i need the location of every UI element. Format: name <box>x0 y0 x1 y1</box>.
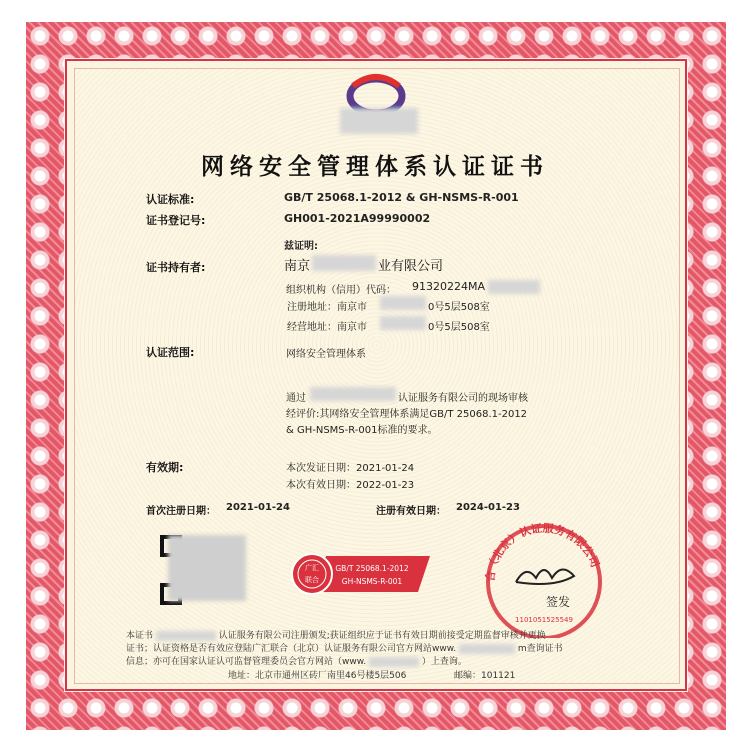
statement-start: 通过 <box>286 393 306 404</box>
mark-standard-line-2: GH-NSMS-R-001 <box>341 577 403 586</box>
validity-label: 有效期: <box>146 461 184 474</box>
first-registration-value: 2021-01-24 <box>226 502 290 513</box>
mark-standard-line-1: GB/T 25068.1-2012 <box>335 564 409 573</box>
footer-line-3 <box>126 654 467 667</box>
org-code-value: 91320224MA <box>412 280 486 293</box>
accreditation-mark <box>290 552 430 596</box>
redacted-operating-address <box>380 316 426 330</box>
registration-valid-label: 注册有效日期： <box>376 506 446 517</box>
footer-postcode: 邮编：101121 <box>454 671 516 681</box>
redacted-footer-org <box>156 631 216 641</box>
standard-label: 认证标准: <box>146 193 195 206</box>
footer-line-1-end: 认证服务有限公司注册颁发;获证组织应于证书有效日期前接受定期监督审核并更换 <box>218 631 546 641</box>
scope-value: 网络安全管理体系 <box>286 349 366 360</box>
statement-line-2: 经评价:其网络安全管理体系满足GB/T 25068.1-2012 <box>286 409 528 420</box>
holder-name-end: 业有限公司 <box>378 259 444 274</box>
issue-date: 本次发证日期：2021-01-24 <box>286 463 415 474</box>
operating-address-tail: 0号5层508室 <box>428 322 490 333</box>
redacted-logo-text <box>340 108 418 134</box>
proof-label: 兹证明: <box>284 241 318 252</box>
sign-label: 签发 <box>545 595 571 609</box>
redacted-footer-url-2 <box>369 657 419 667</box>
footer-line-2 <box>126 641 563 654</box>
registered-address-tail: 0号5层508室 <box>428 302 490 313</box>
expire-date: 本次有效日期：2022-01-23 <box>286 480 415 491</box>
redacted-qr <box>168 535 246 601</box>
redacted-auditor <box>310 387 396 401</box>
operating-address-label: 经营地址：南京市 <box>287 322 367 333</box>
holder-name-start: 南京 <box>284 259 311 274</box>
redacted-registered-address <box>380 296 426 310</box>
redacted-org-code <box>488 280 540 294</box>
footer-address: 地址：北京市通州区砖厂南里46号楼5层506 <box>228 671 407 681</box>
footer-line-3-text: 信息；亦可在国家认证认可监督管理委员会官方网站（www. <box>126 657 367 667</box>
qr-code <box>160 535 242 605</box>
handwritten-signature <box>516 569 574 584</box>
scope-label: 认证范围: <box>146 346 195 359</box>
mark-org-line-1: 广汇 <box>305 564 319 572</box>
seal-number: 1101051525549 <box>515 616 573 624</box>
statement-line-3: & GH-NSMS-R-001标准的要求。 <box>286 425 438 436</box>
statement-end: 认证服务有限公司的现场审核 <box>398 393 528 404</box>
company-seal <box>476 518 612 638</box>
footer-line-1-start: 本证书 <box>126 631 154 641</box>
registration-value: GH001-2021A99990002 <box>284 212 431 225</box>
footer-line-2-text: 证书；认证资格是否有效应登陆广汇联合（北京）认证服务有限公司官方网站www. <box>126 644 457 654</box>
mark-org-line-2: 联合 <box>305 576 319 584</box>
footer-line-2-tail: m查询证书 <box>517 644 563 654</box>
seal-ring-text: 合（北京）认证服务有限公司 <box>483 521 602 583</box>
footer-line-1 <box>126 628 546 641</box>
registration-label: 证书登记号: <box>146 214 206 227</box>
footer-line-3-tail: ）上查询。 <box>421 657 467 667</box>
redacted-holder-name <box>312 255 376 271</box>
org-code-label: 组织机构（信用）代码： <box>286 285 396 296</box>
registered-address-label: 注册地址：南京市 <box>287 302 367 313</box>
registration-valid-value: 2024-01-23 <box>456 502 520 513</box>
redacted-footer-url <box>459 644 515 654</box>
standard-value: GB/T 25068.1-2012 & GH-NSMS-R-001 <box>284 191 519 204</box>
first-registration-label: 首次注册日期： <box>146 506 216 517</box>
certificate-title: 网络安全管理体系认证证书 <box>201 153 549 180</box>
holder-label: 证书持有者: <box>146 261 206 274</box>
